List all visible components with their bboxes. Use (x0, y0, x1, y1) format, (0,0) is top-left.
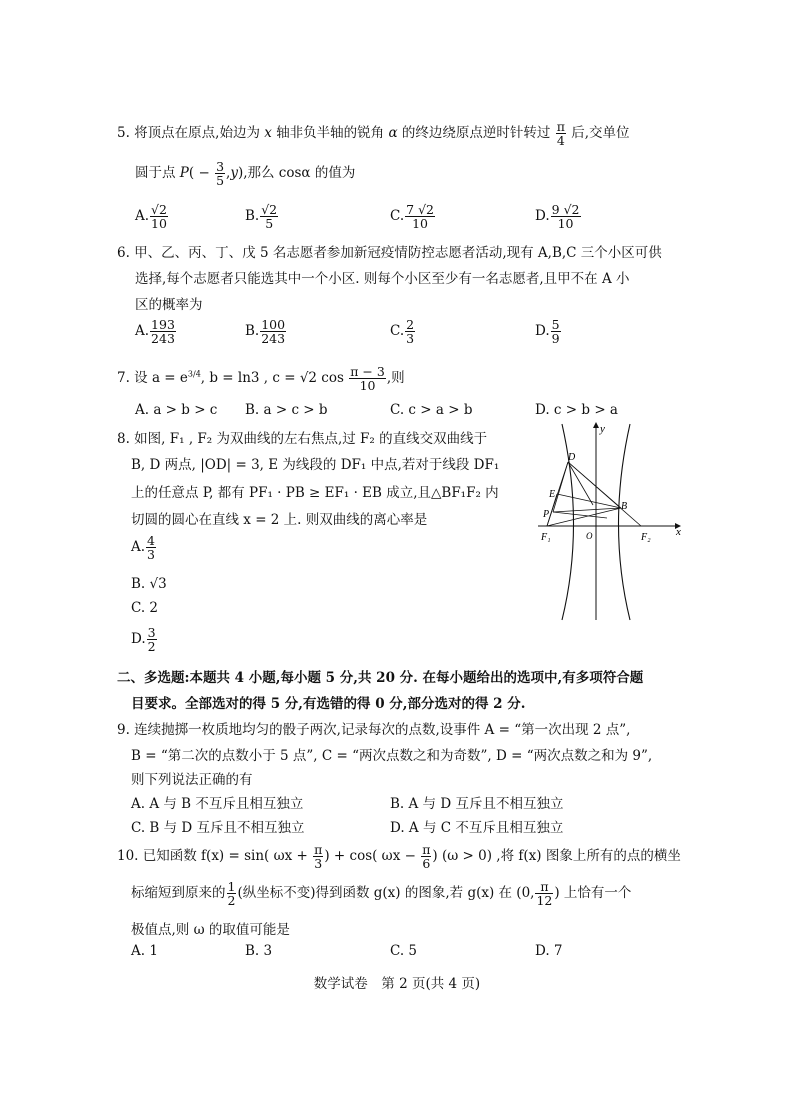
q5-frac-35 (215, 160, 225, 187)
frac-num: π (422, 842, 431, 857)
frac-num: 5 (551, 317, 560, 332)
opt-label: A. (131, 539, 146, 556)
hyperbola-right-branch (619, 424, 631, 620)
opt-frac (150, 203, 168, 230)
q10-line1 (117, 843, 681, 870)
q5-text: 圆于点 (135, 165, 176, 182)
q9-line3: 则下列说法正确的有 (131, 772, 253, 788)
frac-num: 3 (147, 625, 156, 640)
q6-option-a (135, 318, 177, 345)
frac-num: 193 (151, 317, 175, 332)
q7-text: 7. 设 a = e (117, 370, 188, 387)
q10-frac-pi12 (535, 880, 553, 907)
opt-frac (147, 626, 157, 653)
frac-den: 2 (147, 639, 156, 655)
q7-exponent: 3/4 (187, 369, 201, 379)
frac-den: 5 (265, 216, 274, 232)
opt-frac (551, 203, 581, 230)
frac-den: 243 (261, 331, 286, 347)
q5-y: y (230, 165, 238, 182)
q5-text: 的终边绕原点逆时针转过 (401, 125, 551, 142)
q8-option-c: C. 2 (131, 600, 159, 616)
opt-frac (150, 318, 176, 345)
label-E: E (549, 489, 556, 500)
q10-text: 10. 已知函数 f(x) = sin( ωx + (117, 848, 308, 865)
frac-num: 4 (147, 533, 155, 548)
q9-line2: B = “第二次的点数小于 5 点”, C = “两次点数之和为奇数”, D = “两次点数之和为 9”, (131, 748, 653, 764)
hyperbola-figure (535, 420, 685, 625)
q5-text: 后,交单位 (571, 125, 630, 142)
q6-option-c (390, 318, 416, 345)
q5-option-b (245, 203, 279, 230)
frac-den: 3 (314, 856, 323, 872)
q10-option-d: D. 7 (535, 943, 563, 959)
q8-option-a (131, 534, 157, 561)
section-2-header-line1: 二、多选题:本题共 4 小题,每小题 5 分,共 20 分. 在每小题给出的选项中,有多项符合题 (117, 670, 644, 686)
q9-line1: 9. 连续抛掷一枚质地均匀的骰子两次,记录每次的点数,设事件 A = “第一次出现 2 点”, (117, 722, 631, 738)
line-PD (553, 462, 568, 512)
opt-frac (260, 203, 278, 230)
q10-text: ) + cos( ωx − (324, 848, 416, 865)
q9-option-b: B. A 与 D 互斥且不相互独立 (390, 796, 564, 812)
q5-text: ),那么 cosα 的值为 (237, 165, 356, 182)
label-F2: F₂ (641, 532, 651, 543)
frac-den: 10 (151, 216, 167, 232)
q10-line2 (131, 880, 631, 907)
line-DB (568, 462, 621, 508)
y-axis-arrow (593, 422, 599, 428)
q5-frac-pi4 (556, 120, 566, 147)
q10-text: 标缩短到原来的 (131, 885, 226, 902)
q7-frac (349, 365, 386, 392)
frac-num: 9 √2 (551, 202, 580, 217)
opt-label: D. (131, 631, 146, 648)
opt-label: C. (390, 208, 405, 225)
q6-option-d (535, 318, 562, 345)
label-P: P (543, 509, 550, 520)
frac-num: π − 3 (350, 364, 385, 379)
frac-num: 1 (227, 879, 236, 894)
opt-frac (260, 318, 286, 345)
frac-num: √2 (151, 202, 167, 217)
line-F1B (547, 508, 621, 526)
opt-frac (551, 318, 561, 345)
opt-label: D. (535, 208, 550, 225)
frac-num: π (535, 880, 553, 894)
q6-line2: 选择,每个志愿者只能选其中一个小区. 则每个小区至少有一名志愿者,且甲不在 A 小 (135, 271, 630, 287)
q6-line3: 区的概率为 (135, 297, 203, 313)
line-P-F1B (553, 512, 607, 518)
q8-option-d (131, 626, 158, 653)
section-2-header-line2: 目要求。全部选对的得 5 分,有选错的得 0 分,部分选对的得 2 分. (131, 696, 526, 712)
page-footer: 数学试卷 第 2 页(共 4 页) (313, 976, 481, 992)
q7-option-a: A. a > b > c (135, 402, 218, 418)
frac-den: 10 (412, 216, 429, 232)
q9-option-c: C. B 与 D 互斥且不相互独立 (131, 820, 305, 836)
opt-label: B. (245, 208, 260, 225)
q8-line3: 上的任意点 P, 都有 PF₁ · PB ≥ EF₁ · EB 成立,且△BF₁F₂ 内 (131, 485, 499, 501)
frac-num: 3 (216, 159, 225, 174)
line-PB (553, 508, 621, 512)
opt-label: A. (135, 323, 150, 340)
q8-option-b: B. √3 (131, 576, 167, 592)
q8-line4: 切圆的圆心在直线 x = 2 上. 则双曲线的离心率是 (131, 512, 428, 528)
frac-num: √2 (261, 202, 278, 217)
frac-den: 243 (151, 331, 175, 347)
q5-text: 5. 将顶点在原点,始边为 (117, 125, 260, 142)
q5-alpha: α (388, 125, 398, 142)
frac-den: 6 (422, 856, 431, 872)
q10-option-b: B. 3 (245, 943, 273, 959)
q5-text: , (226, 165, 231, 182)
frac-den: 2 (227, 893, 236, 909)
q7-text: ,则 (386, 370, 405, 387)
q5-text: ( − (188, 165, 210, 182)
frac-den: 3 (147, 547, 155, 563)
q5-option-d (535, 203, 582, 230)
opt-frac (405, 203, 435, 230)
opt-label: D. (535, 323, 550, 340)
q7-option-d: D. c > b > a (535, 402, 618, 418)
frac-num: 100 (261, 317, 286, 332)
q10-line3: 极值点,则 ω 的取值可能是 (131, 922, 290, 938)
q5-line1 (117, 120, 630, 147)
q8-line2: B, D 两点, |OD| = 3, E 为线段的 DF₁ 中点,若对于线段 DF₁ (131, 457, 500, 473)
q6-line1: 6. 甲、乙、丙、丁、戊 5 名志愿者参加新冠疫情防控志愿者活动,现有 A,B,C 三个小区可供 (117, 245, 662, 261)
frac-den: 5 (216, 173, 225, 189)
q7-option-c: C. c > a > b (390, 402, 473, 418)
label-x: x (676, 526, 681, 538)
q5-P: P (179, 165, 189, 182)
opt-frac (405, 318, 415, 345)
q10-text: ) 上恰有一个 (554, 885, 632, 902)
q10-frac-half (227, 880, 237, 907)
q10-option-c: C. 5 (390, 943, 418, 959)
q10-text: ) (ω > 0) ,将 f(x) 图象上所有的点的横坐 (432, 848, 681, 865)
label-O: O (586, 531, 593, 541)
q9-option-a: A. A 与 B 不互斥且相互独立 (131, 796, 304, 812)
label-F1: F₁ (541, 532, 551, 543)
frac-den: 10 (359, 378, 376, 394)
opt-label: B. (245, 323, 260, 340)
q6-option-b (245, 318, 287, 345)
opt-label: A. (135, 208, 150, 225)
frac-den: 12 (536, 893, 553, 909)
opt-frac (146, 534, 156, 561)
label-y: y (600, 423, 605, 435)
label-D: D (568, 452, 576, 463)
opt-label: C. (390, 323, 405, 340)
label-B: B (621, 501, 628, 512)
frac-num: 2 (406, 317, 415, 332)
frac-den: 3 (406, 331, 415, 347)
q10-option-a: A. 1 (131, 943, 158, 959)
frac-den: 9 (551, 331, 560, 347)
q10-frac-pi6 (421, 843, 431, 870)
q10-frac-pi3 (313, 843, 323, 870)
q7-stem (117, 365, 405, 392)
frac-den: 10 (557, 216, 574, 232)
q8-line1: 8. 如图, F₁ , F₂ 为双曲线的左右焦点,过 F₂ 的直线交双曲线于 (117, 431, 488, 447)
frac-num: π (556, 119, 565, 134)
frac-num: π (314, 842, 323, 857)
q7-text: , b = ln3 , c = √2 cos (200, 370, 344, 387)
frac-den: 4 (556, 133, 565, 149)
q7-option-b: B. a > c > b (245, 402, 328, 418)
q5-option-a (135, 203, 169, 230)
q5-x: x (264, 125, 272, 142)
frac-num: 7 √2 (406, 202, 434, 217)
q5-text: 轴非负半轴的锐角 (276, 125, 385, 142)
q10-text: (纵坐标不变)得到函数 g(x) 的图象,若 g(x) 在 (0, (237, 885, 535, 902)
q9-option-d: D. A 与 C 不互斥且相互独立 (390, 820, 564, 836)
q5-line2 (135, 160, 355, 187)
q5-option-c (390, 203, 436, 230)
line-EB (557, 494, 621, 508)
